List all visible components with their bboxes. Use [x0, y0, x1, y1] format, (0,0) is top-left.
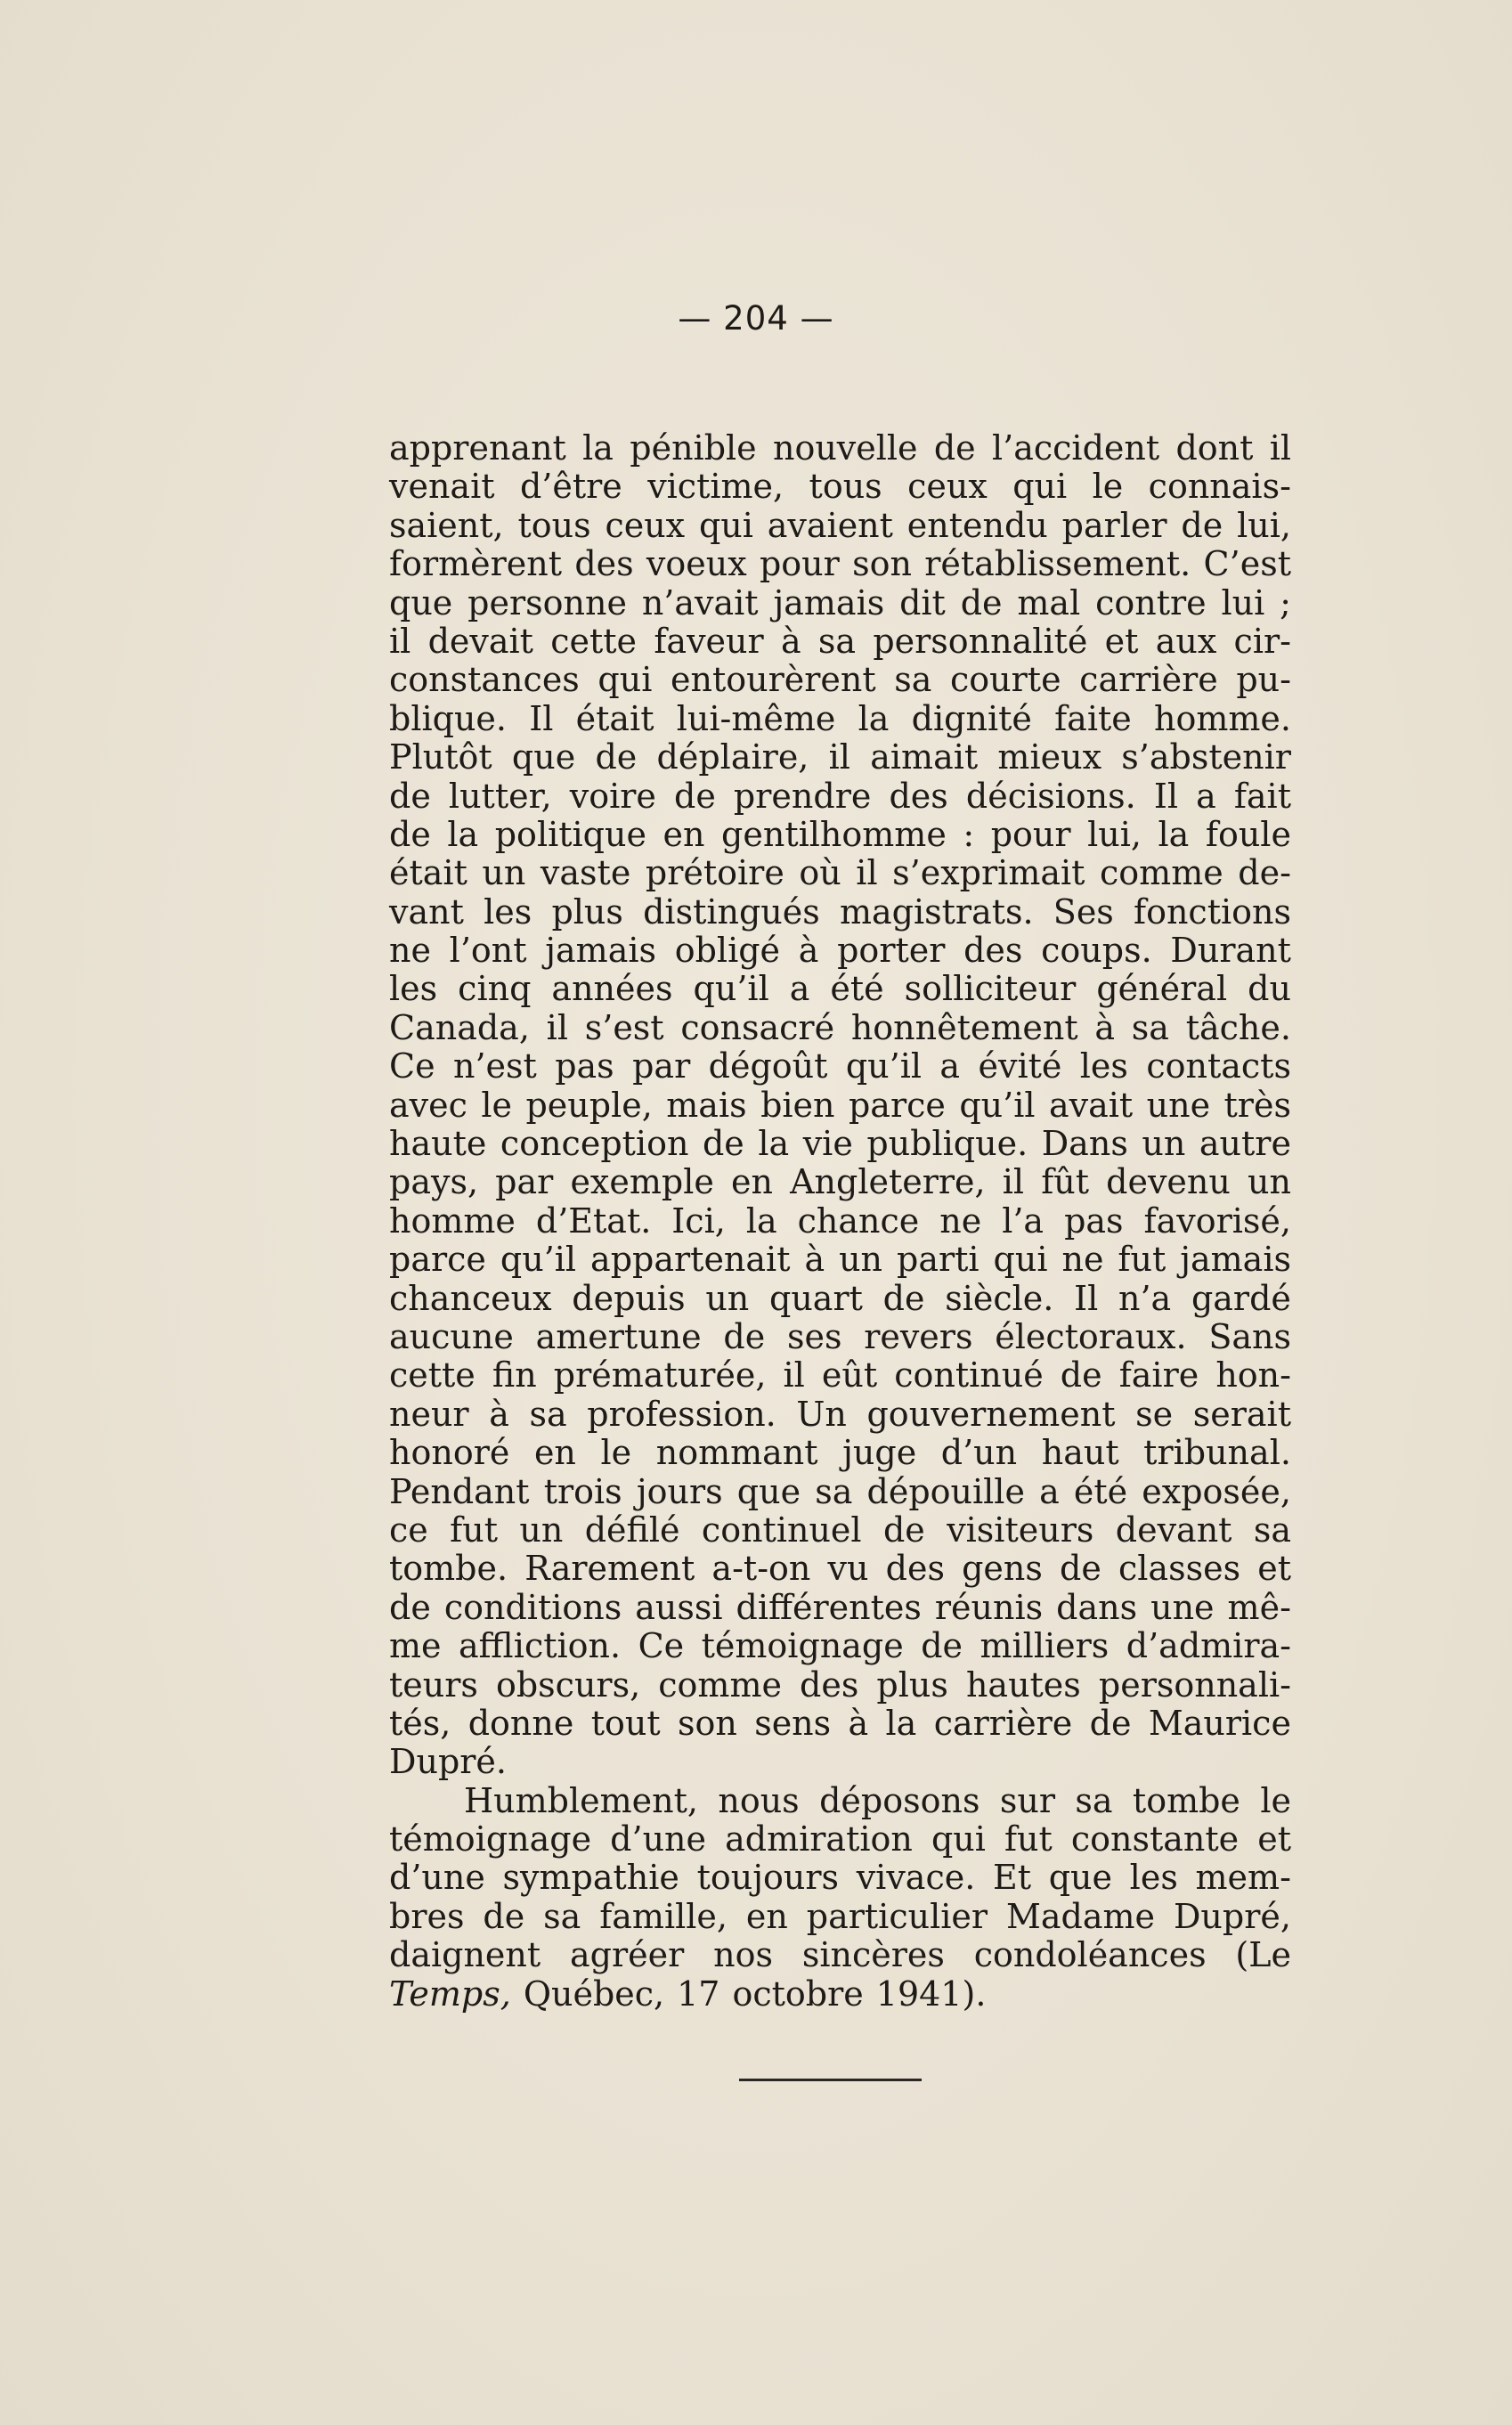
text-line: Pendant trois jours que sa dépouille a été exposée,: [389, 1471, 1291, 1511]
text-line: Dupré.: [389, 1742, 507, 1782]
text-line: formèrent des voeux pour son rétablissement. C’est: [389, 544, 1291, 584]
text-line: chanceux depuis un quart de siècle. Il n’a gardé: [389, 1278, 1291, 1318]
text-line: saient, tous ceux qui avaient entendu parler de lui,: [389, 505, 1291, 545]
text-line: honoré en le nommant juge d’un haut tribunal.: [389, 1433, 1291, 1473]
text-line: était un vaste prétoire où il s’exprimait comme de-: [389, 853, 1291, 893]
text-line: tombe. Rarement a-t-on vu des gens de classes et: [389, 1549, 1291, 1589]
text-line: ne l’ont jamais obligé à porter des coups. Durant: [389, 931, 1291, 971]
text-line: avec le peuple, mais bien parce qu’il avait une très: [389, 1085, 1291, 1125]
page-number: — 204 —: [678, 299, 834, 338]
text-line: constances qui entourèrent sa courte carrière pu-: [389, 660, 1291, 700]
text-line: venait d’être victime, tous ceux qui le connais-: [389, 467, 1291, 507]
text-line: de la politique en gentilhomme : pour lui, la foule: [389, 814, 1291, 854]
text-line: de lutter, voire de prendre des décisions. Il a fait: [389, 776, 1291, 816]
text-line: témoignage d’une admiration qui fut constante et: [389, 1819, 1291, 1859]
text-line: daignent agréer nos sincères condoléances (Le: [389, 1935, 1291, 1975]
text-line: les cinq années qu’il a été solliciteur général du: [389, 969, 1291, 1009]
text-line: cette fin prématurée, il eût continué de faire hon-: [389, 1355, 1291, 1396]
text-line: blique. Il était lui-même la dignité faite homme.: [389, 698, 1291, 738]
text-line: Humblement, nous déposons sur sa tombe le: [464, 1780, 1291, 1820]
text-line: Ce n’est pas par dégoût qu’il a évité les contacts: [389, 1046, 1291, 1086]
text-line: tés, donne tout son sens à la carrière de Maurice: [389, 1703, 1291, 1743]
text-line: vant les plus distingués magistrats. Ses fonctions: [389, 891, 1291, 932]
text-line: Canada, il s’est consacré honnêtement à sa tâche.: [389, 1007, 1291, 1047]
text-line: parce qu’il appartenait à un parti qui ne fut jamais: [389, 1240, 1291, 1280]
text-line: de conditions aussi différentes réunis dans une mê-: [389, 1587, 1291, 1627]
text-line: il devait cette faveur à sa personnalité et aux cir-: [389, 621, 1291, 661]
end-rule: [739, 2079, 922, 2081]
text-line: aucune amertune de ses revers électoraux. Sans: [389, 1316, 1291, 1356]
body-text: [389, 429, 1291, 2014]
text-line: apprenant la pénible nouvelle de l’accident dont il: [389, 428, 1291, 468]
text-line: teurs obscurs, comme des plus hautes personnali-: [389, 1664, 1291, 1705]
text-line: d’une sympathie toujours vivace. Et que les mem-: [389, 1858, 1291, 1898]
text-line: homme d’Etat. Ici, la chance ne l’a pas favorisé,: [389, 1200, 1291, 1241]
text-line: pays, par exemple en Angleterre, il fût devenu un: [389, 1162, 1291, 1202]
text-line: ce fut un défilé continuel de visiteurs devant sa: [389, 1510, 1291, 1550]
text-line: neur à sa profession. Un gouvernement se serait: [389, 1394, 1291, 1434]
text-line: que personne n’avait jamais dit de mal contre lui ;: [389, 582, 1291, 623]
text-line: me affliction. Ce témoignage de milliers d’admira-: [389, 1626, 1291, 1666]
text-line: Plutôt que de déplaire, il aimait mieux s’abstenir: [389, 737, 1291, 777]
text-line: Temps, Québec, 17 octobre 1941).: [389, 1973, 987, 2014]
text-line: bres de sa famille, en particulier Madame Dupré,: [389, 1896, 1291, 1936]
text-line: haute conception de la vie publique. Dans un autre: [389, 1124, 1291, 1164]
